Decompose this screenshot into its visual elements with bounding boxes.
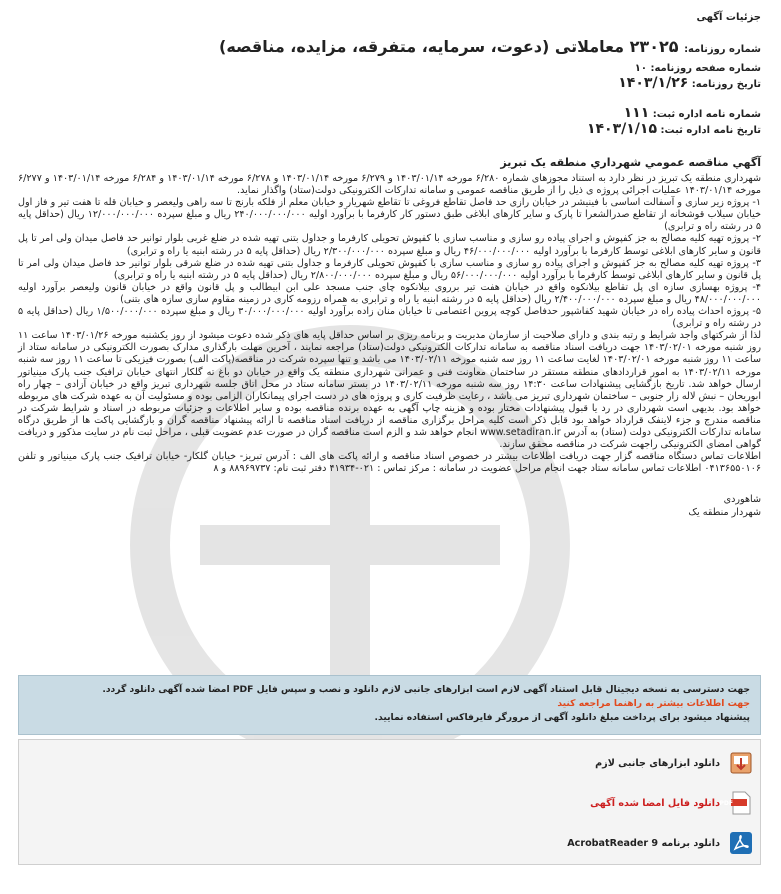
issue-number: ۲۳۰۲۵ — [629, 37, 679, 56]
letter-date-label: تاریخ نامه اداره ثبت: — [660, 125, 761, 136]
pdf-file-icon — [719, 790, 754, 816]
download-signed-pdf-label: دانلود فایل امضا شده آگهی — [590, 797, 720, 809]
download-acrobat-label: دانلود برنامه AcrobatReader 9 — [567, 837, 720, 849]
install-icon — [728, 750, 754, 776]
paragraph: ۵- پروژه احداث پیاده راه در خیابان شهید کفاشپور حدفاصل کوچه پروین اعتصامی تا خیابان منان زاده برآورد اولیه ۳۰/۰۰۰/۰۰۰/۰۰۰ ریال و مبلغ سپرده ۱/۵۰۰/۰۰۰/۰۰۰ ریال (حداقل پایه ۵ در رشته راه و ترابری) — [18, 306, 762, 330]
paragraph: لذا از شرکتهای واجد شرایط و رتبه بندی و دارای صلاحیت از سازمان مدیریت و برنامه ریزی بر اساس حداقل پایه های ذکر شده دعوت میشود از روز یکشنبه مورخه ۱۴۰۳/۰۱/۲۶ ساعت ۱۱ روز شنبه مورخه ۱۴۰۳/۰۲/۰۱ جهت دریافت اسناد مناقصه به سامانه تدارکات الکترونیکی دولت(ستاد) مراجعه نمایند ، آخرین مهلت بارگذاری مدارک بصورت الکترونیکی در سامانه ستاد از ساعت ۱۱ روز شنبه مورخه ۱۴۰۳/۰۲/۰۱ لغایت ساعت ۱۱ روز سه شنبه مورخه ۱۴۰۳/۰۲/۱۱ می باشد و تنها سپرده شرکت در مناقصه(پاکت الف) بصورت فیزیکی تا ساعت ۱۱ روز سه شنبه مورخه ۱۴۰۳/۰۲/۱۱ به امور قراردادهای منطقه مستقر در ساختمان معاونت فنی و عمرانی شهرداری منطقه یک واقع در خیابان دو باغ ته گلکار انتهای خیابان ترافیک جنب پارک مینیاتور ارسال خواهد شد. تاریخ بازگشایی پیشنهادات ساعت ۱۴:۳۰ روز سه شنبه مورخه ۱۴۰۳/۰۲/۱۱ در بستر سامانه ستاد در محل اتاق جلسه شهرداری تبریز واقع در خیابان آزادی – چهار راه ابوریحان – نبش لاله زار جنوبی – ساختمان شهرداری تبریز می باشد ، رعایت ظرفیت کاری و پروژه های در دست اجرای پیمانکاران الزامی بوده و مسئولیت آن به عهده شرکت های مربوطه خواهد بود. بدیهی است شهرداری در رد یا قبول پیشنهادات مختار بوده و هزینه چاپ آگهی به عهده برنده مناقصه بوده و سایر اطلاعات و جزئیات مربوطه در اسناد و شرایط شرکت در مناقصه مندرج و جزء لاینفک قرارداد خواهد بود قابل ذکر است کلیه مراحل برگزاری مناقصه از دریافت اسناد مناقصه تا ارائه پیشنهاد مناقصه گران و بازگشایی پاکت ها از طریق درگاه سامانه تدارکات الکترونیکی دولت (ستاد) به آدرس www.setadiran.ir انجام خواهد شد و الزم است مناقصه گران در صورت عدم عضویت قبلی ، مراحل ثبت نام در سایت مذکور و دریافت گواهی امضای الکترونیکی راجهت شرکت در مناقصه محقق سازند. — [18, 330, 762, 451]
signature — [18, 493, 761, 519]
page-number-row — [18, 62, 761, 76]
ad-details — [18, 6, 761, 519]
paragraph: اطلاعات تماس دستگاه مناقصه گزار جهت دریافت اطلاعات بیشتر در خصوص اسناد مناقصه و ارائه پاکت های الف : آدرس تبریز- خیابان گلکار- خیابان ترافیک جنب پارک مینیاتور و تلفن ۰۴۱۳۶۵۵۰۱۰۶ اطلاعات تماس سامانه ستاد جهت انجام مراحل عضویت در سامانه : مرکز تماس : ۰۲۱-۴۱۹۳۴ دفتر ثبت نام: ۸۸۹۶۹۷۳۷ و ۸ — [18, 451, 761, 475]
newspaper-date-row — [18, 76, 761, 92]
registration-letter-row — [18, 106, 761, 122]
acrobat-icon — [728, 830, 754, 856]
help-link[interactable]: جهت اطلاعات بیشتر به راهنما مراجعه کنید — [557, 698, 750, 709]
ad-body — [18, 173, 761, 475]
download-tools-label: دانلود ابزارهای جانبی لازم — [595, 757, 720, 769]
download-acrobat-button[interactable] — [567, 828, 760, 858]
signature-name: شاهوردی — [723, 494, 761, 506]
issue-label: شماره روزنامه: — [684, 44, 761, 55]
info-line-digital: جهت دسترسی به نسخه دیجیتال قابل استناد آگهی لازم است ابزارهای جانبی لازم دانلود و نصب و سپس فایل PDF امضا شده آگهی دانلود گردد. — [102, 684, 750, 695]
paragraph: ۳- پروژه تهیه کلیه مصالح به جز کفپوش و اجرای پیاده رو سازی و مناسب سازی با کفپوش تحویلی کارفرما و جداول بتنی تهیه شده در ضلع شرقی بلوار توانیر حد فاصل میدان ولی امر تا پل قانون و سایر کارهای ابلاغی توسط کارفرما با برآورد اولیه ۵۶/۰۰۰/۰۰۰/۰۰۰ ریال و مبلغ سپرده ۲/۸۰۰/۰۰۰/۰۰۰ ریال (حداقل پایه ۵ در رشته ابنیه یا راه و ترابری) — [18, 257, 761, 281]
info-line-firefox: پیشنهاد میشود برای پرداخت مبلغ دانلود آگهی از مرورگر فایرفاکس استفاده نمایید. — [374, 712, 750, 723]
download-signed-pdf-button[interactable] — [590, 788, 760, 818]
registration-date-row — [18, 122, 761, 138]
letter-number: ۱۱۱ — [623, 105, 650, 121]
paragraph: ۴- پروژه بهسازی سازه ای پل تقاطع بیلانکوه واقع در خیابان هفت تیر برروی بیلانکوه چای جنب مسجد علی ابن ابیطالب و پل قانون واقع در خیابان قانون ولیعصر برآورد اولیه ۴۸/۰۰۰/۰۰۰/۰۰۰ ریال و مبلغ سپرده ۲/۴۰۰/۰۰۰/۰۰۰ ریال (حداقل پایه ۵ در رشته ابنیه یا راه و ترابری به همراه رزومه کاری در زمینه مقاوم سازی سازه های بتنی) — [18, 281, 761, 305]
svg-text:PDF: PDF — [719, 800, 733, 807]
downloads-box — [18, 739, 761, 865]
paragraph: ۲- پروژه تهیه کلیه مصالح به جز کفپوش و اجرای پیاده رو سازی و مناسب سازی با کفپوش تحویلی کارفرما و جداول بتنی تهیه شده در ضلع غربی بلوار توانیر حد فاصل میدان ولی امر تا پل قانون و سایر کارهای ابلاغی توسط کارفرما با برآورد اولیه ۴۶/۰۰۰/۰۰۰/۰۰۰ ریال و مبلغ سپرده ۲/۳۰۰/۰۰۰/۰۰۰ ریال (حداقل پایه ۵ در رشته ابنیه یا راه و ترابری) — [18, 233, 761, 257]
download-tools-button[interactable] — [595, 748, 760, 778]
letter-date: ۱۴۰۳/۱/۱۵ — [586, 121, 657, 137]
page-label: شماره صفحه روزنامه: — [650, 63, 761, 74]
newspaper-headline — [18, 37, 761, 60]
section-title: جزئیات آگهی — [696, 12, 761, 23]
paragraph: شهرداری منطقه یک تبریز در نظر دارد به استناد مجوزهای شماره ۶/۲۸۰ مورخه ۱۴۰۳/۰۱/۱۴ و ۶/۲۷۹ مورخه ۱۴۰۳/۰۱/۱۴ و ۶/۲۷۸ مورخه ۱۴۰۳/۰۱/۱۴ و ۶/۲۸۴ مورخه ۱۴۰۳/۰۱/۱۴ و ۶/۲۷۷ مورخه ۱۴۰۳/۰۱/۱۴ عملیات اجرائی پروژه ی ذیل را از طریق مناقصه عمومی و سامانه تدارکات الکترونیکی دولت(ستاد) واگذار نماید. — [18, 173, 761, 197]
signature-title: شهردار منطقه یک — [688, 507, 761, 519]
page-number: ۱۰ — [634, 63, 647, 74]
date-label: تاریخ روزنامه: — [691, 79, 761, 90]
category: معاملاتی (دعوت، سرمایه، متفرقه، مزایده، مناقصه) — [219, 37, 625, 56]
letter-label: شماره نامه اداره ثبت: — [652, 109, 761, 120]
newspaper-date: ۱۴۰۳/۱/۲۶ — [618, 75, 689, 91]
ad-title: آگهي مناقصه عمومي شهرداري منطقه يک تبريز — [500, 156, 761, 169]
paragraph: ۱- پروژه زیر سازی و آسفالت اساسی با فینیشر در خیابان رازی حد فاصل تقاطع فروغی تا تقاطع شهریار و خیابان معلم از فلکه بارنج تا سه راهی ولیعصر و خیابان قله تا هفت تیر و فاز اول خیابان سیلاب قوشخانه از تقاطع صدرالشعرا تا پارک و سایر کارهای ابلاغی طبق دستور کار کارفرما با برآورد اولیه ۲۴۰/۰۰۰/۰۰۰/۰۰۰ ریال و مبلغ سپرده ۱۲/۰۰۰/۰۰۰/۰۰۰ ریال (حداقل پایه ۵ در رشته راه و ترابری) — [18, 197, 761, 233]
info-box — [18, 675, 761, 735]
